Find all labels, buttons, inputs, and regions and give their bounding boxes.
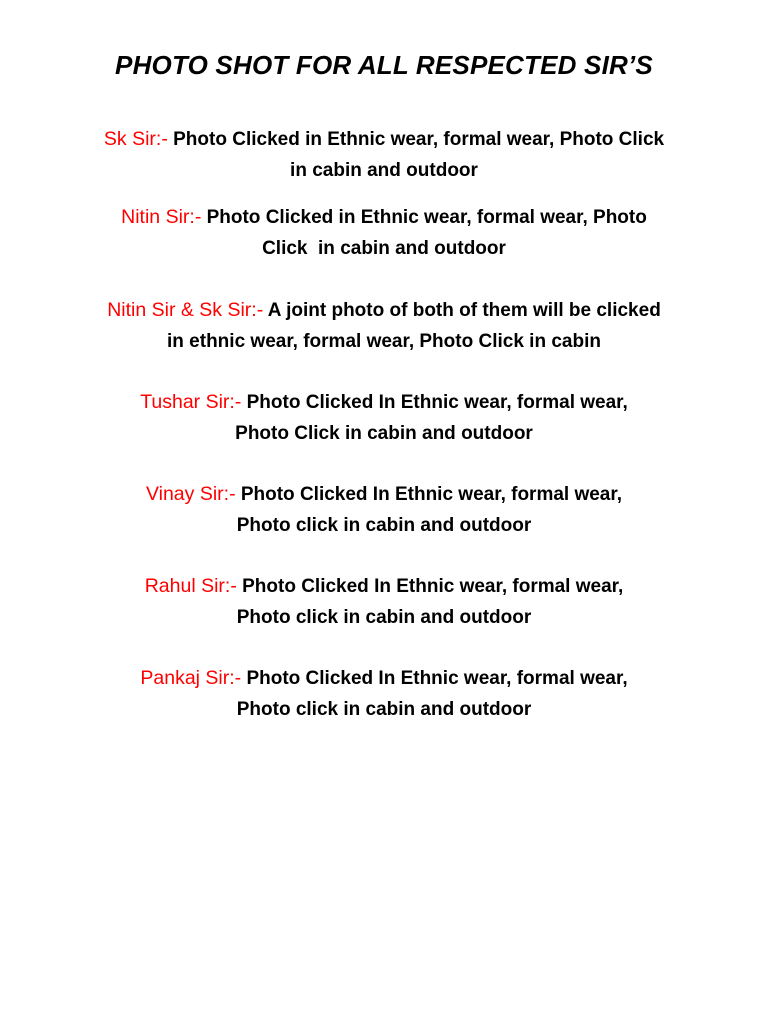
entry-person-name: Tushar Sir:-	[140, 391, 242, 413]
entry-nitin-and-sk-sir	[0, 295, 768, 357]
entry-description: Photo Clicked in Ethnic wear, formal wear, Photo	[206, 207, 647, 228]
entry-line-2: Click in cabin and outdoor	[262, 238, 506, 259]
entry-line-1	[0, 124, 768, 155]
entry-person-name: Nitin Sir:-	[121, 206, 202, 228]
entry-person-name: Pankaj Sir:-	[140, 667, 242, 689]
entry-line-2: in cabin and outdoor	[290, 160, 478, 181]
entry-line-1	[0, 295, 768, 326]
entry-rahul-sir	[0, 571, 768, 633]
entry-person-name: Sk Sir:-	[103, 128, 168, 150]
entry-vinay-sir	[0, 479, 768, 541]
entry-line-1	[0, 202, 768, 233]
entry-description: Photo Clicked In Ethnic wear, formal wear,	[240, 484, 623, 505]
entry-line-2: Photo click in cabin and outdoor	[236, 607, 532, 628]
entry-line-1	[0, 479, 768, 510]
entry-description: Photo Clicked in Ethnic wear, formal wear, Photo Click	[173, 129, 665, 150]
entry-description: Photo Clicked In Ethnic wear, formal wear,	[246, 668, 628, 689]
entry-tushar-sir	[0, 387, 768, 449]
entry-person-name: Vinay Sir:-	[145, 483, 236, 505]
entry-line-2: in ethnic wear, formal wear, Photo Click in cabin	[167, 331, 601, 352]
entry-sk-sir	[0, 124, 768, 186]
entry-person-name: Nitin Sir & Sk Sir:-	[107, 299, 264, 321]
entry-description: Photo Clicked In Ethnic wear, formal wear,	[246, 392, 628, 413]
document-title: PHOTO SHOT FOR ALL RESPECTED SIR’S	[115, 50, 653, 80]
entry-nitin-sir	[0, 202, 768, 264]
entry-line-1	[0, 387, 768, 418]
entry-person-name: Rahul Sir:-	[144, 575, 237, 597]
entry-description: Photo Clicked In Ethnic wear, formal wear,	[242, 576, 624, 597]
entry-description: A joint photo of both of them will be clicked	[267, 300, 661, 321]
entry-pankaj-sir	[0, 663, 768, 725]
entry-line-1	[0, 571, 768, 602]
entry-line-2: Photo click in cabin and outdoor	[236, 699, 532, 720]
entry-line-2: Photo Click in cabin and outdoor	[235, 423, 533, 444]
entry-line-2: Photo click in cabin and outdoor	[236, 515, 532, 536]
entry-line-1	[0, 663, 768, 694]
